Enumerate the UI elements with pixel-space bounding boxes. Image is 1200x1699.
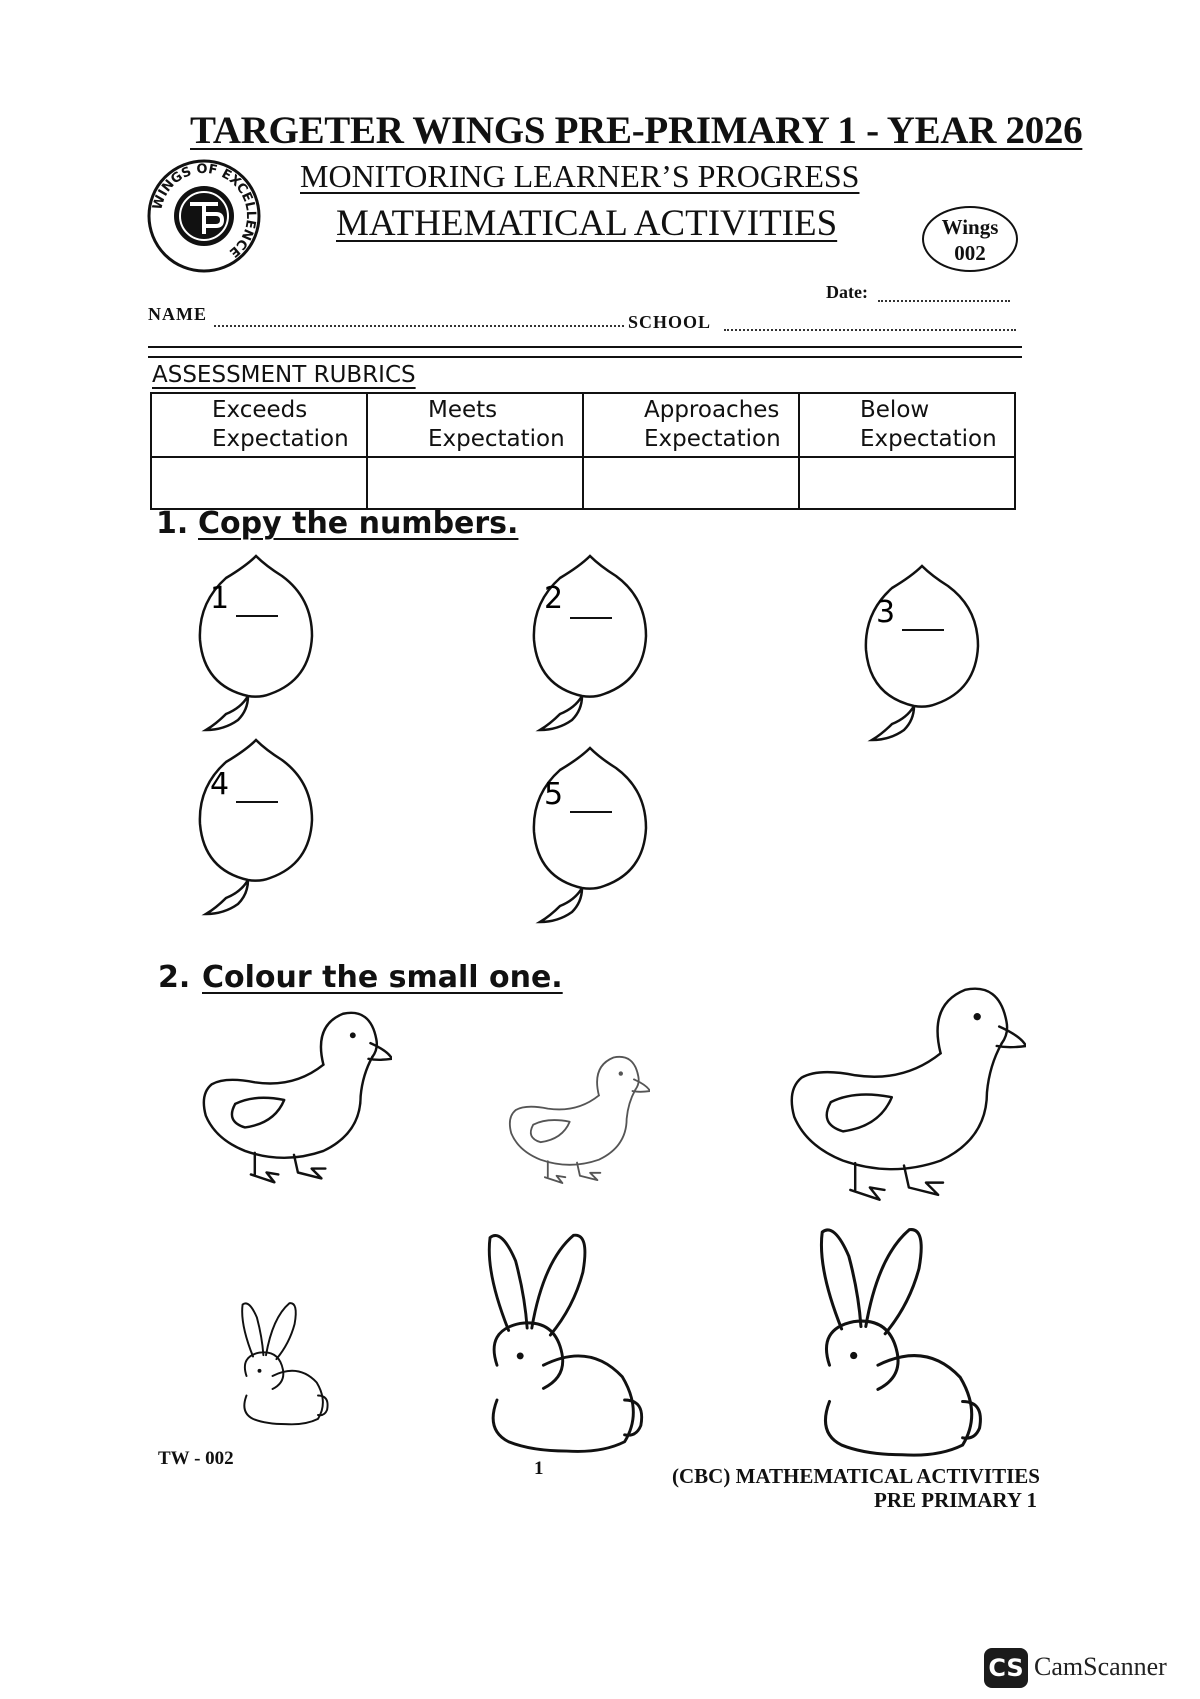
divider	[148, 356, 1022, 358]
lemon-number: 3	[876, 595, 896, 630]
question-text: Copy the numbers.	[198, 506, 519, 541]
lemon-icon	[520, 740, 660, 930]
leaf-icon	[540, 888, 582, 922]
rubric-cell[interactable]	[799, 457, 1015, 509]
rubric-cell[interactable]	[367, 457, 583, 509]
rubric-header-meets: Meets Expectation	[367, 393, 583, 457]
lemon-number: 2	[544, 581, 564, 616]
lemon-icon	[852, 558, 992, 748]
footer-code: TW - 002	[158, 1448, 234, 1469]
question-number: 1.	[156, 506, 189, 541]
school-logo-icon	[146, 158, 262, 274]
school-label: SCHOOL	[628, 312, 712, 332]
divider	[148, 346, 1022, 348]
page-title: TARGETER WINGS PRE-PRIMARY 1 - YEAR 2026	[190, 109, 1083, 152]
duck-icon[interactable]	[196, 1004, 392, 1194]
lemon-icon	[186, 548, 326, 738]
leaf-icon	[206, 696, 248, 730]
rubric-cell[interactable]	[583, 457, 799, 509]
date-field[interactable]	[878, 300, 1010, 302]
rabbit-icon[interactable]	[790, 1220, 990, 1462]
question-text: Colour the small one.	[202, 960, 563, 995]
name-field[interactable]	[214, 325, 624, 327]
lemon-number: 1	[210, 581, 230, 616]
subtitle-subject: MATHEMATICAL ACTIVITIES	[336, 203, 838, 244]
rubric-cell[interactable]	[151, 457, 367, 509]
rabbit-icon[interactable]	[206, 1298, 352, 1428]
name-label: NAME	[148, 304, 207, 324]
leaf-icon	[206, 880, 248, 914]
question-number: 2.	[158, 960, 191, 995]
rubric-header-approaches: Approaches Expectation	[583, 393, 799, 457]
lemon-number: 5	[544, 777, 564, 812]
badge-line1: Wings	[941, 215, 999, 239]
duck-icon[interactable]	[782, 978, 1026, 1214]
svg-text:WINGS OF EXCELLENCE: WINGS OF EXCELLENCE	[150, 161, 259, 260]
leaf-icon	[540, 696, 582, 730]
school-field[interactable]	[724, 329, 1016, 331]
page-number: 1	[534, 1458, 544, 1479]
subtitle-monitoring: MONITORING LEARNER’S PROGRESS	[300, 158, 860, 194]
rubrics-table	[150, 392, 1016, 510]
date-label: Date:	[826, 282, 868, 302]
rubric-header-below: Below Expectation	[799, 393, 1015, 457]
camscanner-logo-icon: CS	[984, 1648, 1028, 1688]
footer-level: PRE PRIMARY 1	[874, 1488, 1037, 1512]
rabbit-icon[interactable]	[462, 1226, 648, 1458]
rubrics-label: ASSESSMENT RUBRICS	[152, 362, 416, 388]
lemon-icon	[520, 548, 660, 738]
lemon-icon	[186, 732, 326, 922]
footer-subject: (CBC) MATHEMATICAL ACTIVITIES	[672, 1464, 1040, 1488]
duck-icon[interactable]	[504, 1050, 650, 1192]
rubric-header-exceeds: Exceeds Expectation	[151, 393, 367, 457]
lemon-number: 4	[210, 767, 230, 802]
camscanner-label: CamScanner	[1034, 1652, 1167, 1681]
badge-line2: 002	[954, 241, 986, 265]
leaf-icon	[872, 706, 914, 740]
wings-badge	[922, 206, 1018, 272]
